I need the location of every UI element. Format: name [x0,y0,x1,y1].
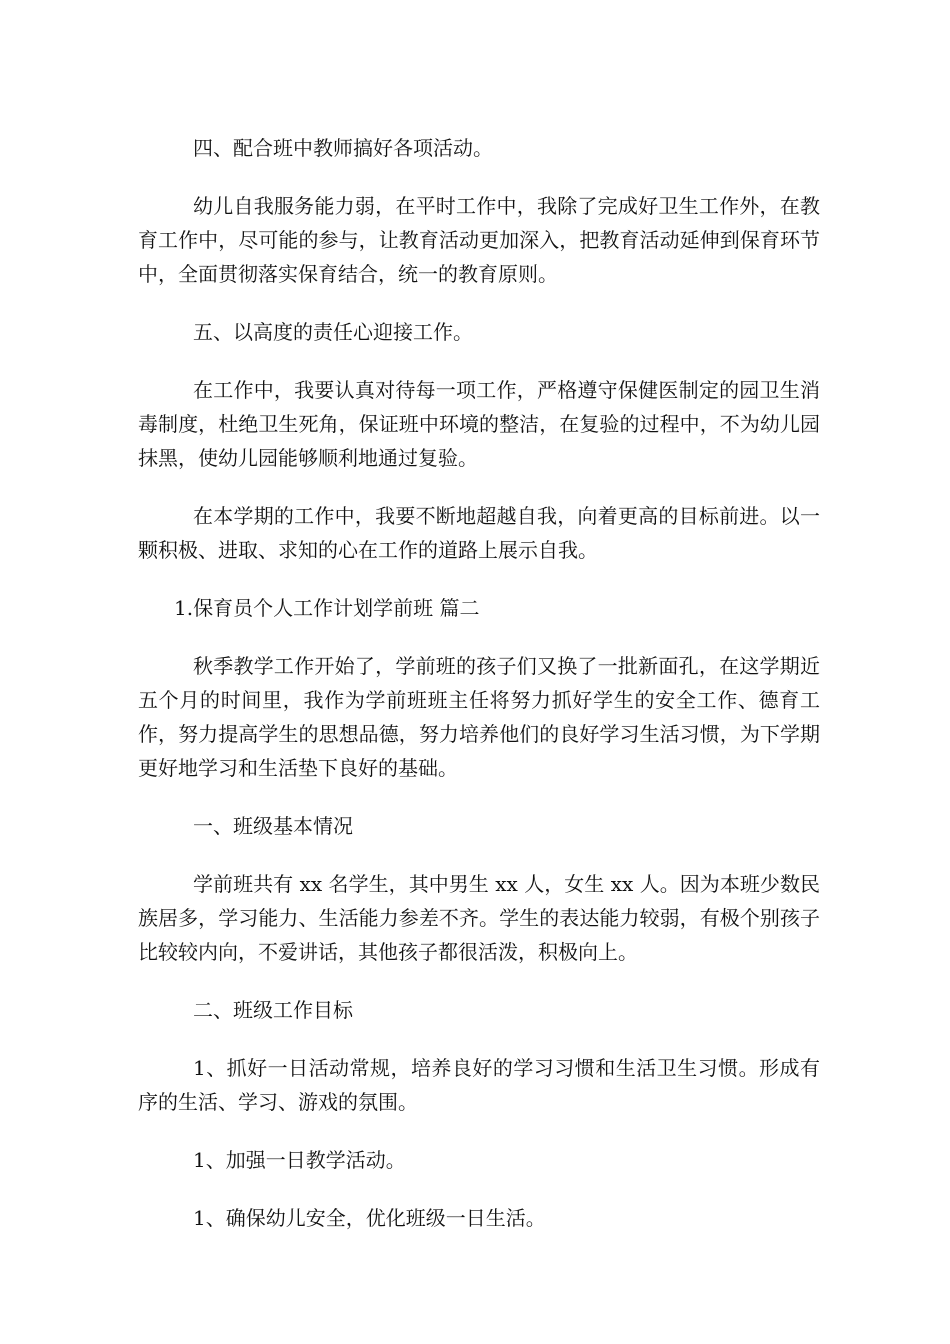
paragraph: 秋季教学工作开始了，学前班的孩子们又换了一批新面孔，在这学期近五个月的时间里，我作为学前班班主任将努力抓好学生的安全工作、德育工作，努力提高学生的思想品德，努力培养他们的良好学习生活习惯，为下学期更好地学习和生活垫下良好的基础。 [138,654,820,780]
paragraph-heading-five: 五、以高度的责任心迎接工作。 [193,320,473,344]
paragraph: 学前班共有 xx 名学生，其中男生 xx 人，女生 xx 人。因为本班少数民族居多，学习能力、生活能力参差不齐。学生的表达能力较弱，有极个别孩子比较较内向，不爱讲话，其他孩子都很活泼，积极向上。 [138,872,820,964]
document-body [138,131,820,1235]
paragraph: 幼儿自我服务能力弱，在平时工作中，我除了完成好卫生工作外，在教育工作中，尽可能的参与，让教育活动更加深入，把教育活动延伸到保育环节中，全面贯彻落实保育结合，统一的教育原则。 [138,194,820,286]
paragraph: 在工作中，我要认真对待每一项工作，严格遵守保健医制定的园卫生消毒制度，杜绝卫生死角，保证班中环境的整洁，在复验的过程中，不为幼儿园抹黑，使幼儿园能够顺利地通过复验。 [138,378,820,470]
paragraph-heading-one: 一、班级基本情况 [193,814,353,838]
section-title: 1.保育员个人工作计划学前班 篇二 [174,596,480,620]
list-item: 1、抓好一日活动常规，培养良好的学习习惯和生活卫生习惯。形成有序的生活、学习、游戏的氛围。 [138,1056,820,1114]
list-item: 1、确保幼儿安全，优化班级一日生活。 [193,1206,546,1230]
paragraph-heading-four: 四、配合班中教师搞好各项活动。 [193,136,493,160]
paragraph-heading-two: 二、班级工作目标 [193,998,353,1022]
paragraph: 在本学期的工作中，我要不断地超越自我，向着更高的目标前进。以一颗积极、进取、求知的心在工作的道路上展示自我。 [138,504,820,562]
list-item: 1、加强一日教学活动。 [193,1148,406,1172]
